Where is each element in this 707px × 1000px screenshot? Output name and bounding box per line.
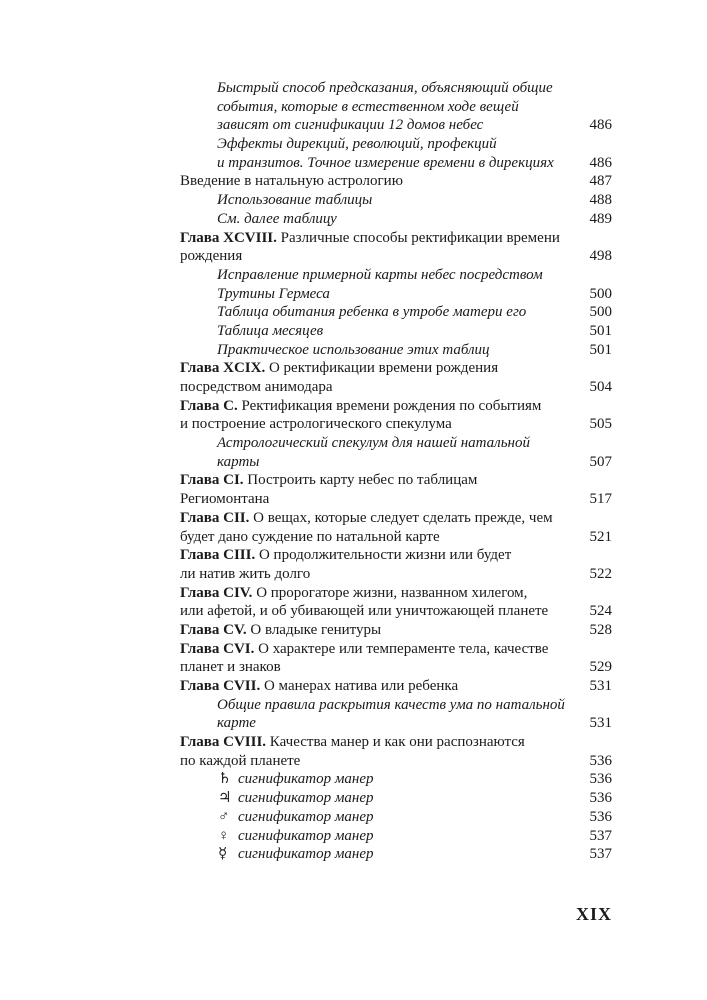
toc-line bbox=[180, 528, 612, 547]
table-of-contents bbox=[180, 79, 612, 864]
toc-page-number: 498 bbox=[589, 248, 612, 265]
toc-line bbox=[180, 434, 612, 453]
toc-line bbox=[180, 714, 612, 733]
toc-entry-text: Региомонтана bbox=[180, 491, 270, 508]
toc-line bbox=[180, 359, 612, 378]
toc-line bbox=[180, 247, 612, 266]
toc-entry-text: Ректификация времени рождения по событиям bbox=[237, 397, 542, 414]
toc-entry-text: сигнификатор манер bbox=[238, 771, 374, 788]
toc-entry-text: О манерах натива или ребенка bbox=[260, 678, 459, 694]
toc-entry-text: О вещах, которые следует сделать прежде, чем bbox=[249, 509, 553, 526]
toc-page-number: 531 bbox=[589, 678, 612, 694]
toc-entry-text: и построение астрологического спекулума bbox=[180, 416, 452, 433]
toc-entry-text: рождения bbox=[180, 248, 243, 265]
toc-line bbox=[180, 509, 612, 528]
toc-page-number: 505 bbox=[589, 416, 612, 433]
toc-entry-text: события, которые в естественном ходе вещей bbox=[217, 98, 519, 115]
toc-line bbox=[180, 621, 612, 640]
toc-page-number: 486 bbox=[589, 117, 612, 134]
toc-line bbox=[180, 827, 612, 846]
planet-symbol-icon: ♀ bbox=[218, 827, 230, 844]
toc-entry-text: См. далее таблицу bbox=[217, 210, 337, 227]
chapter-label: Глава CII. bbox=[180, 509, 250, 526]
toc-line bbox=[180, 490, 612, 509]
toc-line bbox=[180, 266, 612, 285]
toc-page-number: 501 bbox=[589, 322, 612, 339]
toc-page-number: 537 bbox=[589, 846, 612, 863]
toc-page-number: 486 bbox=[589, 154, 612, 171]
toc-entry-text: будет дано суждение по натальной карте bbox=[180, 528, 440, 545]
toc-page-number: 521 bbox=[589, 528, 612, 545]
planet-symbol-icon: ♂ bbox=[218, 808, 230, 825]
toc-entry-text: сигнификатор манер bbox=[238, 827, 374, 844]
toc-entry-text: или афетой, и об убивающей или уничтожающей планете bbox=[180, 603, 549, 620]
toc-line bbox=[180, 808, 612, 827]
toc-entry-text: Построить карту небес по таблицам bbox=[243, 472, 478, 489]
toc-page-number: 504 bbox=[589, 379, 612, 395]
chapter-label: Глава XCIX. bbox=[180, 360, 266, 377]
toc-page-number: 489 bbox=[589, 210, 612, 227]
toc-entry-text: Таблица обитания ребенка в утробе матери его bbox=[217, 304, 527, 321]
toc-page-number: 536 bbox=[589, 771, 612, 788]
toc-line bbox=[180, 770, 612, 789]
toc-entry-text: Таблица месяцев bbox=[217, 322, 324, 339]
toc-page-number: 528 bbox=[589, 621, 612, 638]
toc-entry-text: О характере или темпераменте тела, качестве bbox=[254, 640, 549, 657]
toc-line bbox=[180, 303, 612, 322]
chapter-label: Глава CVI. bbox=[180, 640, 255, 657]
chapter-label: Глава CI. bbox=[180, 472, 244, 489]
toc-page-number: 487 bbox=[589, 173, 612, 190]
toc-entry-text: сигнификатор манер bbox=[238, 790, 374, 807]
planet-symbol-icon: ☿ bbox=[218, 846, 228, 863]
toc-entry-text: сигнификатор манер bbox=[238, 846, 374, 863]
toc-entry-text: Быстрый способ предсказания, объясняющий общие bbox=[217, 80, 553, 96]
toc-page-number: 536 bbox=[589, 752, 612, 769]
toc-page-number: 517 bbox=[589, 491, 612, 508]
planet-symbol-icon: ♄ bbox=[218, 771, 232, 788]
chapter-label: Глава CIII. bbox=[180, 547, 256, 564]
toc-entry-text: планет и знаков bbox=[180, 659, 281, 676]
page-number: XIX bbox=[575, 904, 612, 924]
toc-line bbox=[180, 565, 612, 584]
toc-line bbox=[180, 546, 612, 565]
toc-entry-text: Различные способы ректификации времени bbox=[276, 229, 560, 246]
toc-page-number: 500 bbox=[589, 285, 612, 302]
toc-entry-text: сигнификатор манер bbox=[238, 808, 374, 825]
toc-line bbox=[180, 471, 612, 490]
chapter-label: Глава CVII. bbox=[180, 678, 261, 694]
toc-line bbox=[180, 845, 612, 864]
toc-line bbox=[180, 172, 612, 191]
toc-entry-text: Качества манер и как они распознаются bbox=[266, 734, 525, 751]
toc-page-number: 536 bbox=[589, 808, 612, 825]
toc-entry-text: Исправление примерной карты небес посредством bbox=[217, 266, 543, 283]
toc-line bbox=[180, 752, 612, 771]
toc-line bbox=[180, 154, 612, 173]
toc-entry-text: по каждой планете bbox=[180, 752, 301, 769]
toc-entry-text: Общие правила раскрытия качеств ума по натальной bbox=[217, 696, 565, 713]
toc-entry-text: карте bbox=[217, 715, 256, 732]
toc-entry-text: О пророгаторе жизни, названном хилегом, bbox=[252, 584, 528, 601]
toc-entry-text: карты bbox=[217, 453, 260, 470]
toc-entry-text: О ректификации времени рождения bbox=[265, 360, 499, 377]
toc-line bbox=[180, 415, 612, 434]
toc-line bbox=[180, 98, 612, 117]
toc-line bbox=[180, 79, 612, 98]
toc-line bbox=[180, 210, 612, 229]
toc-line bbox=[180, 789, 612, 808]
toc-line bbox=[180, 602, 612, 621]
toc-page-number: 531 bbox=[589, 715, 612, 732]
toc-line bbox=[180, 229, 612, 248]
toc-page-number: 501 bbox=[589, 341, 612, 358]
toc-entry-text: посредством анимодара bbox=[180, 379, 333, 395]
planet-symbol-icon: ♃ bbox=[218, 790, 232, 807]
toc-page-number: 536 bbox=[589, 790, 612, 807]
toc-entry-text: О владыке генитуры bbox=[246, 621, 382, 638]
toc-entry-text: Практическое использование этих таблиц bbox=[217, 341, 490, 358]
toc-entry-text: Введение в натальную астрологию bbox=[180, 173, 403, 190]
toc-page-number: 537 bbox=[589, 827, 612, 844]
toc-page-number: 488 bbox=[589, 192, 612, 209]
toc-line bbox=[180, 135, 612, 154]
toc-page-number: 507 bbox=[589, 453, 612, 470]
toc-entry-text: О продолжительности жизни или будет bbox=[255, 547, 512, 564]
toc-line bbox=[180, 285, 612, 304]
toc-line bbox=[180, 733, 612, 752]
toc-line bbox=[180, 322, 612, 341]
toc-page-number: 529 bbox=[589, 659, 612, 676]
toc-line bbox=[180, 677, 612, 696]
toc-line bbox=[180, 696, 612, 715]
chapter-label: Глава CIV. bbox=[180, 584, 253, 601]
toc-page-number: 522 bbox=[589, 565, 612, 582]
toc-entry-text: Использование таблицы bbox=[217, 192, 373, 209]
toc-entry-text: зависят от сигнификации 12 домов небес bbox=[217, 117, 484, 134]
toc-entry-text: Эффекты дирекций, революций, профекций bbox=[217, 136, 497, 153]
toc-entry-text: ли натив жить долго bbox=[180, 565, 311, 582]
toc-line bbox=[180, 397, 612, 416]
toc-line bbox=[180, 378, 612, 397]
toc-line bbox=[180, 116, 612, 135]
toc-entry-text: Астрологический спекулум для нашей натальной bbox=[217, 435, 530, 452]
toc-line bbox=[180, 453, 612, 472]
chapter-label: Глава С. bbox=[180, 397, 238, 414]
toc-page-number: 524 bbox=[589, 603, 612, 620]
toc-line bbox=[180, 658, 612, 677]
chapter-label: Глава CV. bbox=[180, 621, 247, 638]
toc-line bbox=[180, 191, 612, 210]
toc-entry-text: Трутины Гермеса bbox=[217, 285, 330, 302]
toc-line bbox=[180, 584, 612, 603]
toc-line bbox=[180, 640, 612, 659]
chapter-label: Глава XCVIII. bbox=[180, 229, 277, 246]
toc-line bbox=[180, 341, 612, 360]
toc-entry-text: и транзитов. Точное измерение времени в дирекциях bbox=[217, 154, 554, 171]
toc-page-number: 500 bbox=[589, 304, 612, 321]
chapter-label: Глава CVIII. bbox=[180, 734, 267, 751]
